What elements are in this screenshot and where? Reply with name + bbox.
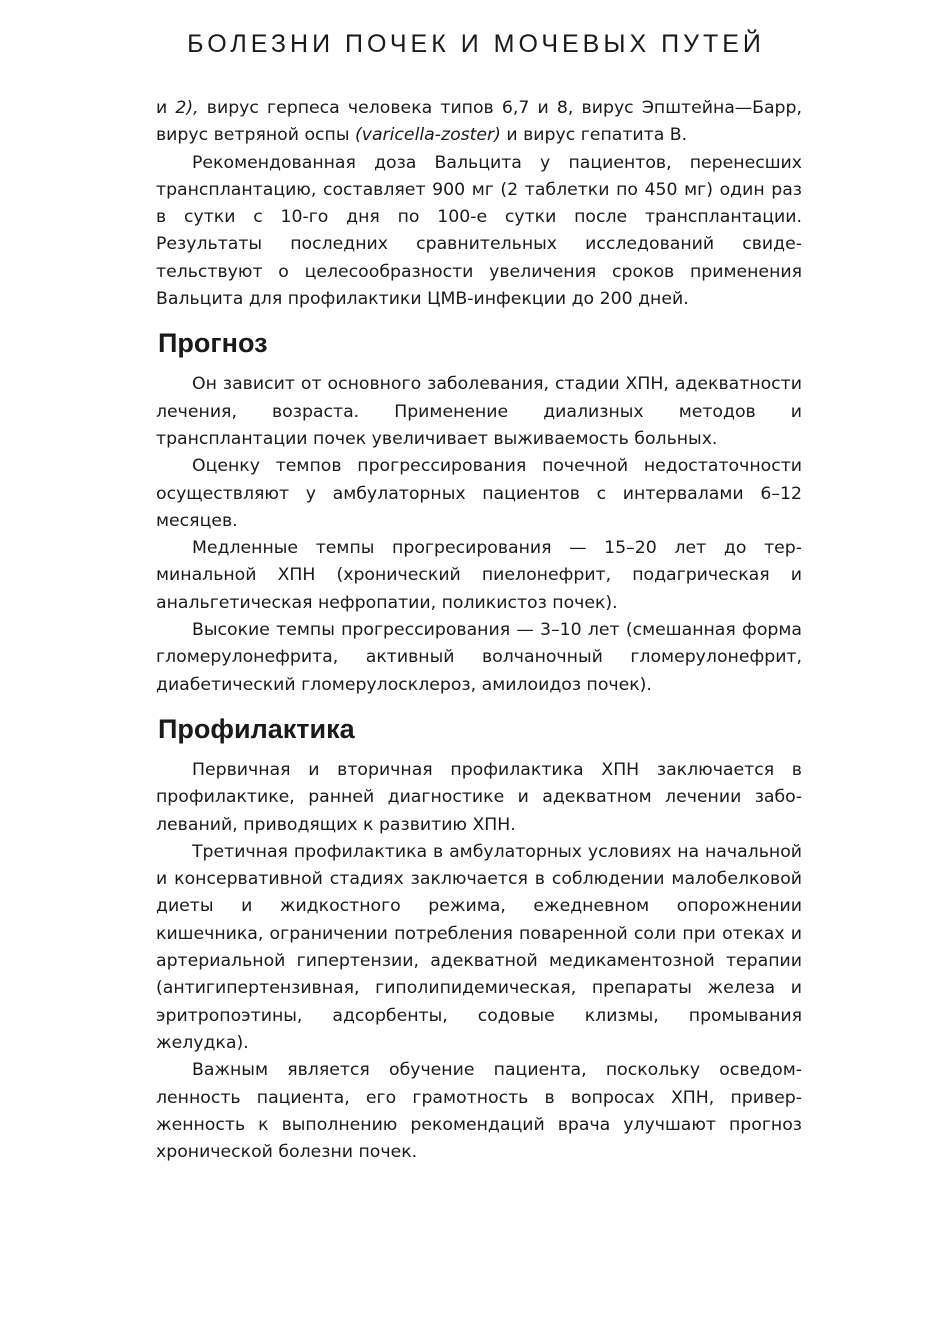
prevention-paragraph: Важным является обучение пациента, поскольку осведомленность пациента, его грамотность в вопросах ХПН, приверженность к выполнению рекомендаций врача улучшают прогноз хронической болезни почек. xyxy=(156,1060,802,1163)
prognosis-paragraph: Медленные темпы прогресирования — 15–20 лет до терминальной ХПН (хронический пиелонефрит, подагрическая и анальгетическая нефропатии, поликистоз почек). xyxy=(156,538,802,613)
intro-latin-name: (varicella-zoster) xyxy=(354,125,501,146)
prevention-paragraph: Третичная профилактика в амбулаторных условиях на начальной и консервативной стадиях заключается в соблюдении малобелковой диеты и жидкостного режима, ежедневном опорожнении кишечника, ограничении потребления поваренной соли при отеках и артериальной гипертензии, адекватной медикаментозной терапии (антигипертензивная, гиполипидемическая, препараты железа и эритропоэтины, адсорбенты, содовые клизмы, промывания желудка). xyxy=(156,841,802,1053)
prognosis-paragraph: Высокие темпы прогрессирования — 3–10 лет (смешанная форма гломерулонефрита, активный волчаночный гломерулонефрит, диабетический гломерулосклероз, амилоидоз почек). xyxy=(156,620,802,695)
intro-text-b: 2), xyxy=(175,98,199,118)
intro-text-e: и вирус гепатита В. xyxy=(500,125,688,146)
prognosis-paragraph: Оценку темпов прогрессирования почечной недостаточности осуществляют у амбулаторных пациентов с интервалами 6–12 месяцев. xyxy=(156,456,802,531)
running-head: БОЛЕЗНИ ПОЧЕК И МОЧЕВЫХ ПУТЕЙ xyxy=(187,30,765,58)
intro-text-c: вирус герпеса человека типов 6,7 и 8, вирус Эпштейна—Барр, вирус ветряной оспы xyxy=(156,98,802,146)
section-heading-prognosis: Прогноз xyxy=(158,328,268,359)
intro-paragraph-1 xyxy=(156,95,802,150)
prevention-paragraph: Первичная и вторичная профилактика ХПН заключается в профилактике, ранней диагностике и адекватном лечении заболеваний, приводящих к развитию ХПН. xyxy=(156,759,802,835)
page-body xyxy=(156,95,802,1166)
intro-paragraph-2: Рекомендованная доза Вальцита у пациентов, перенесших трансплантацию, составляет 900 мг (2 таблетки по 450 мг) один раз в сутки с 10-го дня по 100-е сутки после трансплантации. Результаты последних сравнительных исследований свидетельствуют о целесообразности увеличения сроков применения Вальцита для профилактики ЦМВ-инфекции до 200 дней. xyxy=(156,152,802,310)
prognosis-paragraph: Он зависит от основного заболевания, стадии ХПН, адекватности лечения, возраста. Применение диализных методов и трансплантации почек увеличивает выживаемость больных. xyxy=(156,374,802,449)
intro-text-a: и xyxy=(156,98,176,118)
section-heading-prevention: Профилактика xyxy=(158,713,355,744)
